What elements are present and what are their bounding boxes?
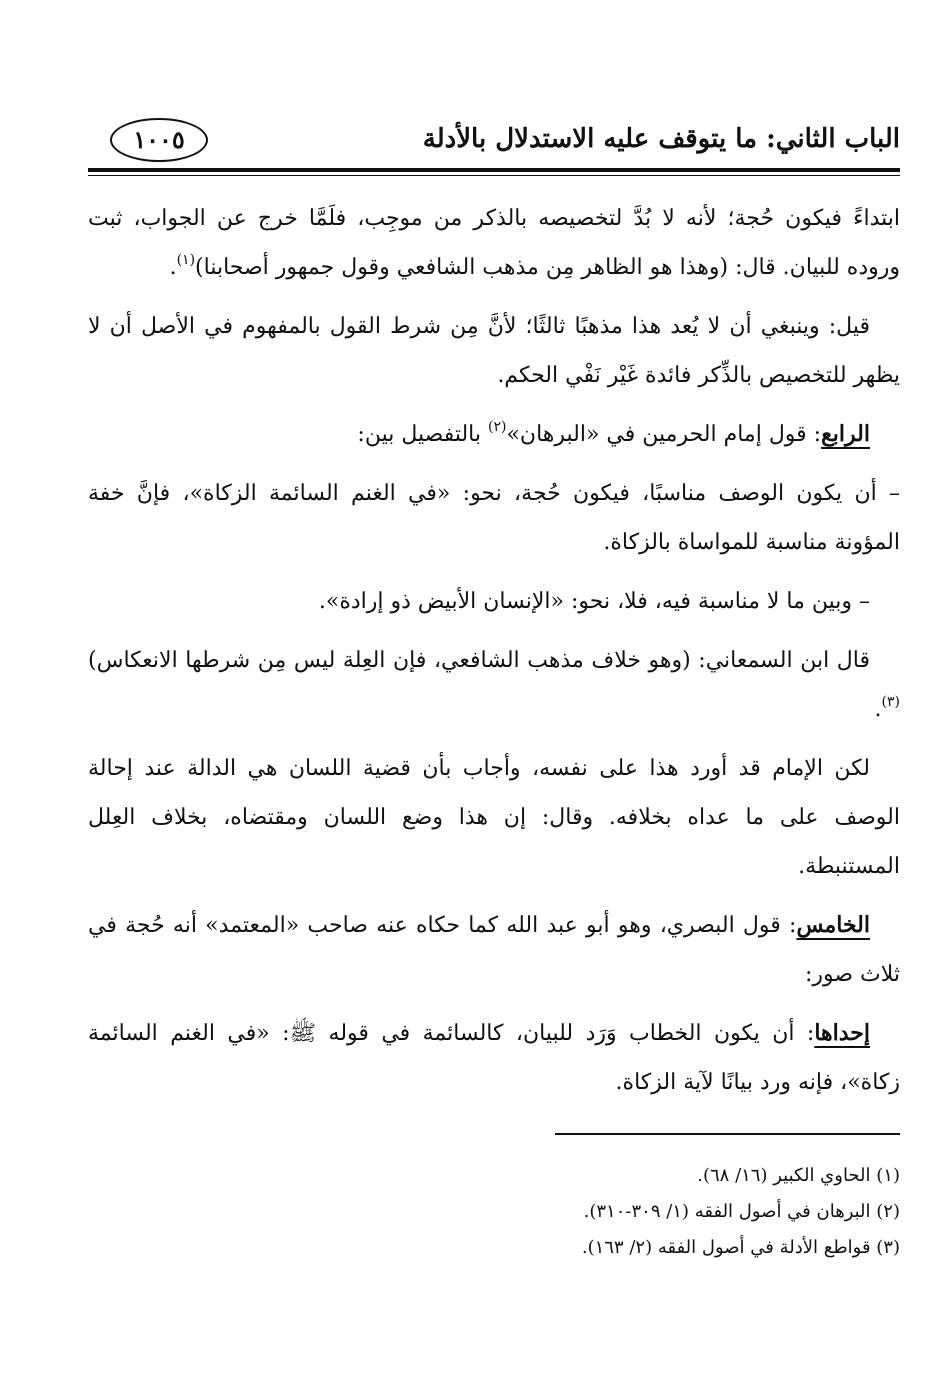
section-term-fourth: الرابع — [821, 421, 870, 447]
main-text — [88, 194, 900, 1117]
paragraph-5 — [88, 577, 900, 626]
paragraph-text: – أن يكون الوصف مناسبًا، فيكون حُجة، نحو: «في الغنم السائمة الزكاة»، فإنَّ خفة المؤونة مناسبة للمواساة بالزكاة. — [88, 481, 900, 555]
paragraph-end: . — [169, 255, 177, 280]
running-header — [88, 110, 900, 166]
footnote-marker-2: (٢) — [488, 419, 507, 435]
paragraph-7 — [88, 744, 900, 891]
paragraph-text: لكن الإمام قد أورد هذا على نفسه، وأجاب بأن قضية اللسان هي الدالة عند إحالة الوصف على ما عداه بخلافه. وقال: إن هذا وضع اللسان ومقتضاه، بخلاف العِلل المستنبطة. — [88, 756, 900, 879]
paragraph-text: قال ابن السمعاني: (وهو خلاف مذهب الشافعي، فإن العِلة ليس مِن شرطها الانعكاس) — [88, 648, 870, 673]
paragraph-text: : قول البصري، وهو أبو عبد الله كما حكاه عنه صاحب «المعتمد» أنه حُجة في ثلاث صور: — [88, 913, 900, 987]
paragraph-2 — [88, 302, 900, 400]
paragraph-end: . — [874, 697, 882, 722]
footnote-separator — [555, 1133, 900, 1135]
footnote-3: (٣) قواطع الأدلة في أصول الفقه (٢/ ١٦٣). — [581, 1237, 900, 1258]
page-number-badge: ١٠٠٥ — [110, 118, 208, 162]
paragraph-text: : قول إمام الحرمين في «البرهان» — [506, 422, 822, 447]
footnote-marker-1: (١) — [176, 252, 196, 268]
paragraph-text: قيل: وينبغي أن لا يُعد هذا مذهبًا ثالثًا؛ لأنَّ مِن شرط القول بالمفهوم في الأصل أن لا يظهر للتخصيص بالذِّكر فائدة غَيْر نَفْي الحكم. — [88, 314, 900, 388]
paragraph-text: بالتفصيل بين: — [357, 422, 488, 447]
header-divider-thick — [88, 168, 900, 172]
section-term-first: إحداها — [814, 1020, 870, 1046]
paragraph-6 — [88, 636, 900, 734]
footnote-marker-3: (٣) — [881, 694, 900, 710]
book-page — [88, 110, 900, 1330]
paragraph-text: ابتداءً فيكون حُجة؛ لأنه لا بُدَّ لتخصيصه بالذكر من موجِب، فلَمَّا خرج عن الجواب، ثبت وروده للبيان. قال: (وهذا هو الظاهر مِن مذهب الشافعي وقول جمهور أصحابنا) — [88, 206, 900, 280]
footnotes — [88, 1158, 900, 1266]
header-divider-thin — [88, 175, 900, 176]
paragraph-9 — [88, 1009, 900, 1107]
footnote-2: (٢) البرهان في أصول الفقه (١/ ٣٠٩-٣١٠). — [583, 1201, 900, 1222]
section-term-fifth: الخامس — [796, 912, 870, 938]
paragraph-8 — [88, 901, 900, 999]
paragraph-3 — [88, 410, 900, 459]
chapter-title: الباب الثاني: ما يتوقف عليه الاستدلال بالأدلة — [422, 124, 900, 154]
paragraph-text: – وبين ما لا مناسبة فيه، فلا، نحو: «الإنسان الأبيض ذو إرادة». — [318, 589, 870, 614]
footnote-1: (١) الحاوي الكبير (١٦/ ٦٨). — [697, 1165, 900, 1186]
paragraph-1 — [88, 194, 900, 292]
paragraph-4 — [88, 469, 900, 567]
paragraph-text: : أن يكون الخطاب وَرَد للبيان، كالسائمة في قوله ﷺ: «في الغنم السائمة زكاة»، فإنه ورد بيانًا لآية الزكاة. — [88, 1021, 900, 1095]
